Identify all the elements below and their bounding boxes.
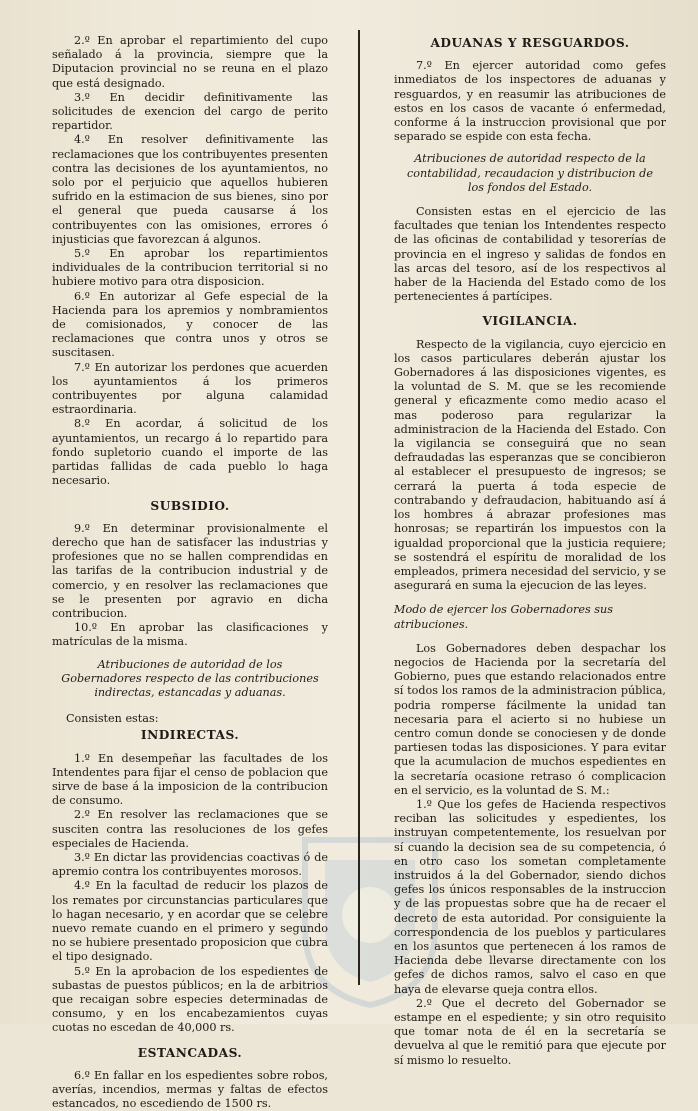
item-8: 8.º En acordar, á solicitud de los ayuntamientos, un recargo á lo repartido para fondo supletorio cuando el importe de las partidas fallidas de cada pueblo lo haga necesario. xyxy=(52,417,328,488)
modo-item-1: 1.º Que los gefes de Hacienda respectivos reciban las solicitudes y espedientes, los instruyan competentemente, los resuelvan por sí cuando la decision sea de su competencia, ó en otro caso los sometan completamente instruidos á la del Gobernador, siendo dichos gefes los únicos responsables de la instruccion y de las propuestas sobre que ha de recaer el decreto de esta autoridad. Por consiguiente la correspondencia de los pueblos y particulares en los asuntos que pertenecen á los ramos de Hacienda debe llevarse directamente con los gefes de dichos ramos, salvo el caso en que haya de elevarse queja contra ellos. xyxy=(394,797,666,996)
right-column xyxy=(394,36,666,1068)
indirectas-item-1: 1.º En desempeñar las facultades de los Intendentes para fijar el censo de poblacion que sirve de base á la imposicion de la contribucion de consumo. xyxy=(52,751,328,808)
estancadas-heading: ESTANCADAS. xyxy=(137,1045,243,1060)
item-5: 5.º En aprobar los repartimientos individuales de la contribucion territorial si no hubiere motivo para otra disposicion. xyxy=(52,247,328,289)
vigilancia-paragraph: Respecto de la vigilancia, cuyo ejercicio en los casos particulares deberán ajustar los Gobernadores á las disposiciones vigentes, es la voluntad de S. M. que se les recomiende general y eficazmente como medio acaso el mas poderoso para regularizar la administracion de la Hacienda del Estado. Con la vigilancia se conseguirá que no sean defraudadas las esperanzas que se concibieron al establecer el presupuesto de ingresos; se cerrará la puerta á toda especie de contrabando y defraudacion, habituando así á los hombres á abrazar profesiones mas honrosas; se repartirán los impuestos con la igualdad proporcional que la justicia requiere; se sostendrá el espíritu de moralidad de los empleados, primera necesidad del servicio, y se asegurará en suma la ejecucion de las leyes. xyxy=(394,337,666,593)
modo-heading: Modo de ejercer los Gobernadores sus atribuciones. xyxy=(394,603,613,631)
item-2: 2.º En aprobar el repartimiento del cupo señalado á la provincia, siempre que la Diputacion provincial no se reuna en el plazo que está designado. xyxy=(52,34,328,90)
indirectas-heading: INDIRECTAS. xyxy=(140,728,240,743)
estancadas-item-6: 6.º En fallar en los espedientes sobre robos, averías, incendios, mermas y faltas de efectos estancados, no escediendo de 1500 rs. xyxy=(52,1068,328,1111)
subsidio-heading: SUBSIDIO. xyxy=(150,498,230,513)
aduanas-item-7: 7.º En ejercer autoridad como gefes inmediatos de los inspectores de aduanas y resguardos, y en reasumir las atribuciones de estos en los casos de vacante ó enfermedad, conforme á la instruccion provisional que por separado se espide con esta fecha. xyxy=(394,59,666,144)
item-3: 3.º En decidir definitivamente las solicitudes de exencion del cargo de perito repartidor. xyxy=(52,90,328,133)
contabilidad-attributions-heading: Atribuciones de autoridad respecto de la contabilidad, recaudacion y distribucion de los fondos del Estado. xyxy=(407,152,653,194)
item-7: 7.º En autorizar los perdones que acuerden los ayuntamientos á los primeros contribuyentes por alguna calamidad estraordinaria. xyxy=(52,360,328,417)
item-9: 9.º En determinar provisionalmente el derecho que han de satisfacer las industrias y profesiones que no se hallen comprendidas en las tarifas de la contribucion industrial y de comercio, y en resolver las reclamaciones que se le presenten por agravio en dicha contribucion. xyxy=(52,521,328,620)
aduanas-heading: ADUANAS Y RESGUARDOS. xyxy=(430,36,630,50)
indirectas-item-5: 5.º En la aprobacion de los espedientes de subastas de puestos públicos; en la de arbitrios que recaigan sobre especies determinadas de consumo, y en los encabezamientos cuyas cuotas no escedan de 40,000 rs. xyxy=(52,964,328,1035)
indirectas-item-4: 4.º En la facultad de reducir los plazos de los remates por circunstancias particulares que lo hagan necesario, y en acordar que se celebre nuevo remate cuando en el primero y segundo no se hubiere presentado proposicion que cubra el tipo designado. xyxy=(52,879,328,964)
modo-paragraph: Los Gobernadores deben despachar los negocios de Hacienda por la secretaría del Gobierno, pues que estando relacionados entre sí todos los ramos de la administracion pública, podria romperse fácilmente la unidad tan necesaria para el acierto si no hubiese un centro comun donde se conociesen y de donde partiesen todas las disposiciones. Y para evitar que la acumulacion de muchos espedientes en la secretaría ocasione retraso ó complicacion en el servicio, es la voluntad de S. M.: xyxy=(394,641,666,797)
modo-item-2: 2.º Que el decreto del Gobernador se estampe en el espediente; y sin otro requisito que tomar nota de él en la secretaría se devuelva al que le remitió para que ejecute por sí mismo lo resuelto. xyxy=(394,996,666,1067)
column-divider xyxy=(358,30,360,985)
vigilancia-heading: VIGILANCIA. xyxy=(482,314,578,329)
item-6: 6.º En autorizar al Gefe especial de la Hacienda para los apremios y nombramientos de comisionados, y conocer de las reclamaciones que contra unos y otros se suscitasen. xyxy=(52,289,328,360)
left-column xyxy=(52,34,328,1111)
contabilidad-paragraph: Consisten estas en el ejercicio de las facultades que tenian los Intendentes respecto de las oficinas de contabilidad y tesorerías de provincia en el ingreso y salidas de fondos en las arcas del tesoro, así de los respectivos al haber de la Hacienda del Estado como de los pertenecientes á partícipes. xyxy=(394,205,666,304)
indirectas-item-3: 3.º En dictar las providencias coactivas ó de apremio contra los contribuyentes morosos. xyxy=(52,850,328,879)
consisten-label: Consisten estas: xyxy=(66,712,159,726)
indirectas-item-2: 2.º En resolver las reclamaciones que se susciten contra las resoluciones de los gefes especiales de Hacienda. xyxy=(52,808,328,850)
item-10: 10.º En aprobar las clasificaciones y matrículas de la misma. xyxy=(52,621,328,649)
item-4: 4.º En resolver definitivamente las reclamaciones que los contribuyentes presenten contra las decisiones de los ayuntamientos, no solo por el perjuicio que aquellos hubieren sufrido en la estimacion de sus bienes, sino por el general que pueda causarse á los contribuyentes con las omisiones, errores ó injusticias que favorezcan á algunos. xyxy=(52,133,328,246)
indirect-attributions-heading: Atribuciones de autoridad de los Gobernadores respecto de las contribuciones indirectas, estancadas y aduanas. xyxy=(61,657,319,699)
